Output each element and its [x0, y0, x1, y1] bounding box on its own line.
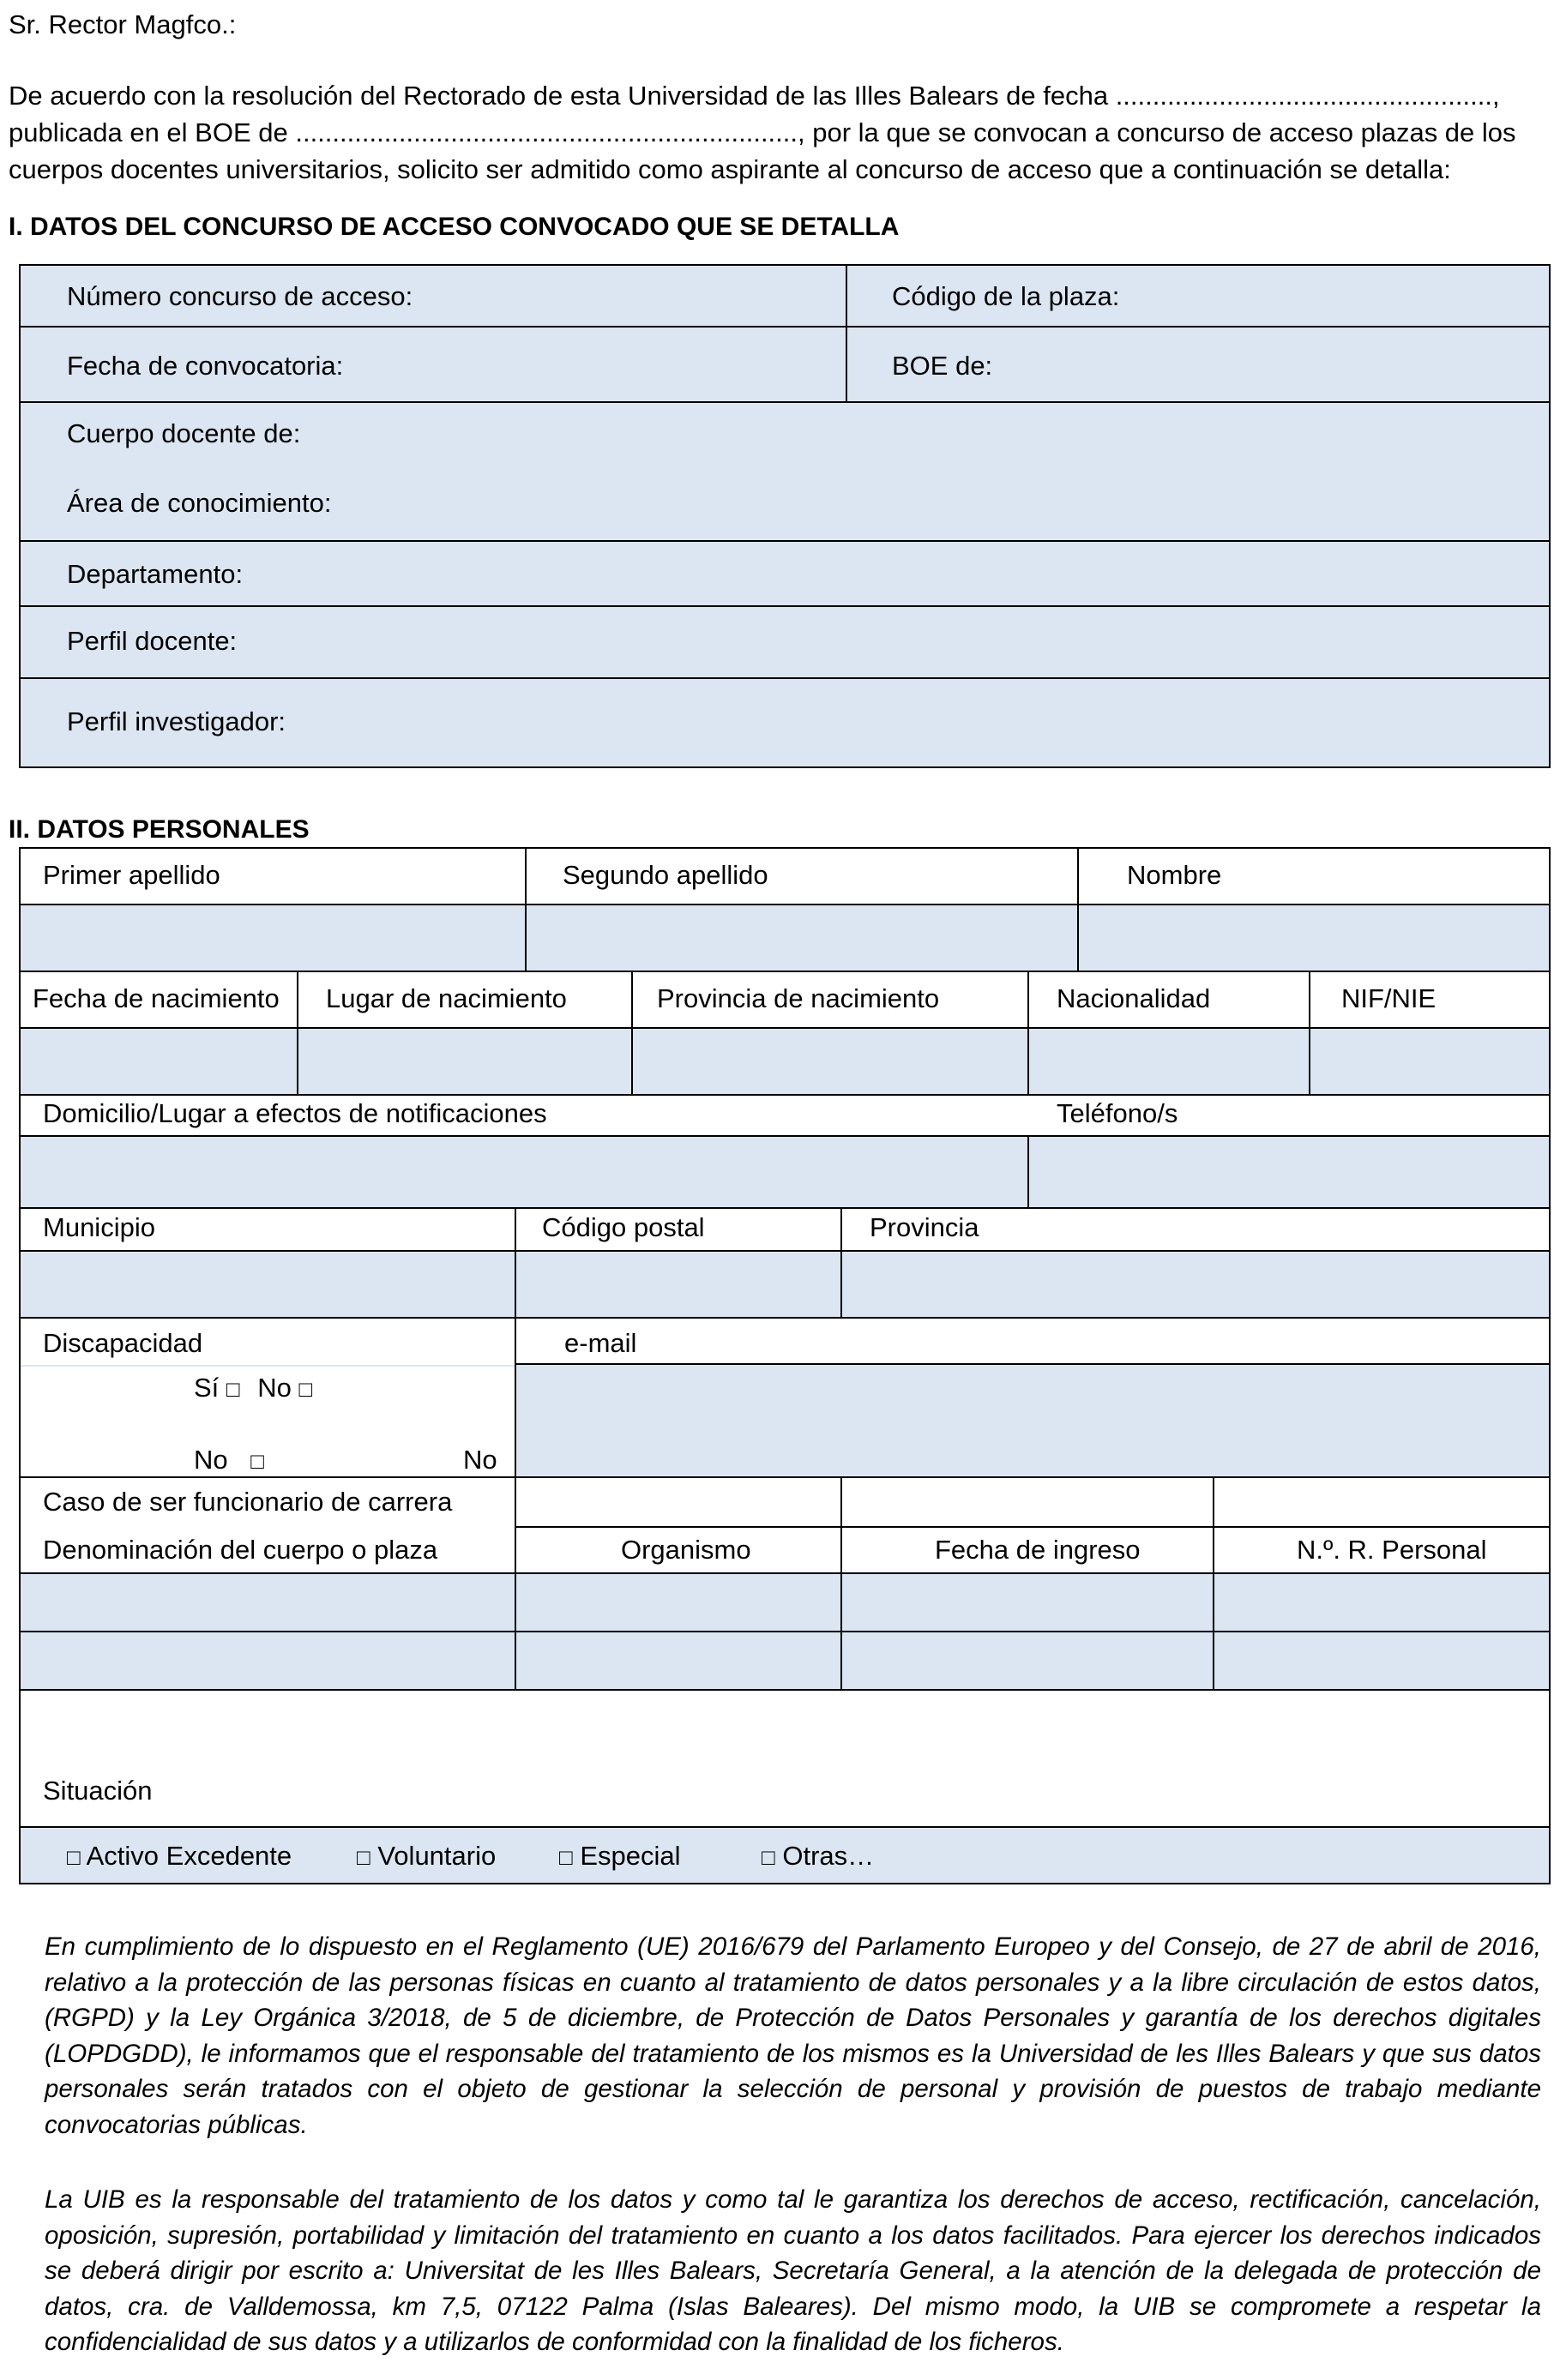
email-label: e-mail — [564, 1328, 637, 1358]
provincia-label: Provincia — [870, 1212, 979, 1242]
salutation: Sr. Rector Magfco.: — [9, 9, 237, 39]
birth-fields[interactable] — [19, 1029, 1551, 1096]
no-checkbox-2[interactable]: □ — [250, 1448, 264, 1474]
voluntario-checkbox[interactable]: □ — [357, 1844, 370, 1870]
area-conocimiento-label: Área de conocimiento: — [67, 488, 332, 518]
telefono-label: Teléfono/s — [1057, 1098, 1178, 1128]
codigo-postal-label: Código postal — [542, 1212, 705, 1242]
otras-label: Otras… — [782, 1841, 875, 1871]
denominacion-label: Denominación del cuerpo o plaza — [43, 1535, 438, 1565]
section-2-title: II. DATOS PERSONALES — [9, 815, 310, 844]
segundo-apellido-label: Segundo apellido — [563, 860, 768, 890]
activo-label: Activo Excedente — [86, 1841, 292, 1871]
privacy-paragraph-1: En cumplimiento de lo dispuesto en el Reglamento (UE) 2016/679 del Parlamento Europeo y del Consejo, de 27 de abril de 2016, relativo a la protección de las personas físicas en cuanto al tratamiento de datos personales y a la libre circulación de estos datos, (RGPD) y la Ley Orgánica 3/2018, de 5 de diciembre, de Protección de Datos Personales y garantía de los derechos digitales (LOPDGDD), le informamos que el responsable del tratamiento de los mismos es la Universidad de les Illes Balears y que sus datos personales serán tratados con el objeto de gestionar la selección de personal y provisión de puestos de trabajo mediante convocatorias públicas. — [45, 1932, 1541, 2139]
privacy-paragraph-2: La UIB es la responsable del tratamiento de los datos y como tal le garantiza los derechos de acceso, rectificación, cancelación, oposición, supresión, portabilidad y limitación del tratamiento en cuanto a los datos facilitados. Para ejercer los derechos indicados se deberá dirigir por escrito a: Universitat de les Illes Balears, Secretaría General, a la atención de la delegada de protección de datos, cra. de Valldemossa, km 7,5, 07122 Palma (Islas Baleares). Del mismo modo, la UIB se compromete a respetar la confidencialidad de sus datos y a utilizarlos de conformidad con la finalidad de los ficheros. — [45, 2185, 1541, 2356]
domicilio-label: Domicilio/Lugar a efectos de notificaciones — [43, 1098, 547, 1128]
situacion-option-voluntario[interactable] — [357, 1840, 496, 1873]
organismo-label: Organismo — [621, 1535, 751, 1565]
perfil-docente-label: Perfil docente: — [67, 626, 238, 656]
situacion-option-otras[interactable] — [762, 1840, 874, 1873]
fecha-convocatoria-label: Fecha de convocatoria: — [67, 351, 344, 381]
name-fields[interactable] — [19, 905, 1551, 971]
provincia-nacimiento-label: Provincia de nacimiento — [657, 983, 940, 1013]
activo-checkbox[interactable]: □ — [67, 1844, 81, 1870]
numero-concurso-label: Número concurso de acceso: — [67, 281, 413, 311]
situacion-label: Situación — [43, 1776, 153, 1806]
fecha-nacimiento-label: Fecha de nacimiento — [33, 983, 280, 1013]
cuerpo-docente-label: Cuerpo docente de: — [67, 418, 301, 448]
boe-label: BOE de: — [892, 351, 993, 381]
discapacidad-si-option[interactable] — [194, 1372, 312, 1405]
codigo-plaza-label: Código de la plaza: — [892, 281, 1120, 311]
situacion-option-especial[interactable] — [559, 1840, 681, 1873]
discapacidad-no-option-3: No — [463, 1445, 497, 1475]
address-fields[interactable] — [19, 1137, 1551, 1207]
discapacidad-no-option-2[interactable] — [194, 1444, 264, 1477]
lugar-nacimiento-label: Lugar de nacimiento — [326, 983, 567, 1013]
especial-label: Especial — [580, 1841, 681, 1871]
fecha-ingreso-label: Fecha de ingreso — [935, 1535, 1141, 1565]
nombre-label: Nombre — [1127, 860, 1222, 890]
nrp-label: N.º. R. Personal — [1297, 1535, 1487, 1565]
especial-checkbox[interactable]: □ — [559, 1844, 573, 1870]
discapacidad-label: Discapacidad — [43, 1328, 203, 1358]
si-label: Sí — [194, 1373, 220, 1403]
no-checkbox[interactable]: □ — [298, 1376, 313, 1402]
situacion-option-activo[interactable] — [67, 1840, 292, 1873]
caso-funcionario-label: Caso de ser funcionario de carrera — [43, 1487, 453, 1517]
municipio-label: Municipio — [43, 1212, 155, 1242]
departamento-label: Departamento: — [67, 559, 244, 589]
intro-line-2: publicada en el BOE de ...................................................................., por la que se convocan a concurso de acceso plazas de los — [9, 117, 1516, 147]
voluntario-label: Voluntario — [377, 1841, 497, 1871]
otras-checkbox[interactable]: □ — [762, 1844, 775, 1870]
municipio-fields[interactable] — [19, 1252, 1551, 1319]
section-1-title: I. DATOS DEL CONCURSO DE ACCESO CONVOCADO QUE SE DETALLA — [9, 213, 900, 241]
primer-apellido-label: Primer apellido — [43, 860, 220, 890]
no-label: No — [257, 1373, 292, 1403]
nacionalidad-label: Nacionalidad — [1057, 983, 1211, 1013]
no-label-2: No — [194, 1445, 228, 1475]
perfil-investigador-label: Perfil investigador: — [67, 706, 286, 736]
intro-line-3: cuerpos docentes universitarios, solicito ser admitido como aspirante al concurso de acceso que a continuación se detalla: — [9, 154, 1451, 184]
si-checkbox[interactable]: □ — [226, 1376, 240, 1402]
nif-nie-label: NIF/NIE — [1341, 983, 1437, 1013]
funcionario-fields[interactable] — [19, 1574, 1551, 1691]
intro-line-1: De acuerdo con la resolución del Rectorado de esta Universidad de las Illes Balears de fecha ..................................................., — [9, 81, 1500, 111]
